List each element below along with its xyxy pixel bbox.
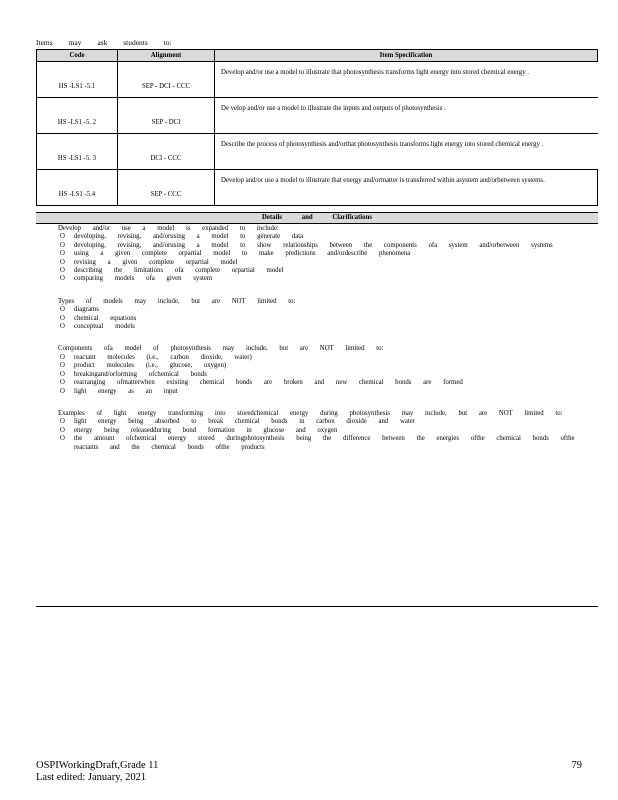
details-section (36, 225, 598, 466)
sub-bullet-text: light energy as an input (74, 387, 178, 395)
details-header: Details and Clarifications (36, 212, 598, 224)
sub-bullet-glyph: O (60, 258, 65, 266)
alignment-header: Alignment (118, 50, 215, 62)
table-row (37, 62, 598, 98)
sub-bullet-glyph: O (60, 306, 65, 314)
sub-bullet-text: comparing models ofa given system (74, 275, 213, 283)
sub-bullet-glyph: O (60, 435, 65, 443)
bullet-glyph (44, 345, 58, 353)
sub-bullet-text: rearranging ofmatterwhen existing chemical bonds are broken and new chemical bonds are formed (74, 379, 463, 387)
bullet-text: Examples of light energy transforming into storedchemical energy during photosynthesis may include, but are NOT limited to: (58, 409, 563, 417)
sub-bullet-glyph: O (60, 314, 65, 322)
table-row (37, 98, 598, 134)
table-header-row (37, 50, 598, 62)
sub-bullet-glyph: O (60, 250, 65, 258)
sub-bullet-text: diagrams (74, 306, 99, 314)
sub-bullet-text: conceptual models (74, 323, 135, 331)
alignment-cell: SEP - CCC (118, 170, 215, 206)
code-cell: HS -LS1 -5.4 (37, 170, 118, 206)
alignment-cell: SEP - DCI (118, 98, 215, 134)
alignment-cell: SEP - DCI - CCC (118, 62, 215, 98)
code-header: Code (37, 50, 118, 62)
sub-bullet-glyph: O (60, 267, 65, 275)
bullet-text: Develop and/or use a model is expanded to include: (58, 225, 279, 232)
sub-bullet-text: reactant molecules (i.e., carbon dioxide, water) (74, 353, 252, 361)
sub-bullet-text: breakingand/orforming ofchemical bonds (74, 370, 207, 378)
section-end-rule (36, 606, 598, 607)
details-block (36, 410, 598, 452)
sub-bullet-text: light energy being absorbed to break chemical bonds in carbon dioxide and water (74, 418, 416, 426)
bullet-text: Types of models may include, but are NOT limited to: (58, 297, 296, 305)
sub-bullet-text: product molecules (i.e., glucose, oxygen) (74, 362, 227, 370)
footer-last-edited: Last edited: January, 2021 (36, 772, 147, 783)
footer (36, 760, 158, 784)
sub-bullet-text: developing, revising, and/orusing a model to generate data (74, 233, 304, 241)
intro-text: Items may ask students to: (36, 38, 172, 47)
code-cell: HS -LS1 -5.1 (37, 62, 118, 98)
sub-bullet-glyph: O (60, 379, 65, 387)
sub-bullet-text: describing the limitations ofa complete orpartial model (74, 267, 284, 275)
details-block (36, 345, 598, 395)
code-cell: HS -LS1 -5. 3 (37, 134, 118, 170)
sub-bullet-glyph: O (60, 323, 65, 331)
sub-bullet-glyph: O (60, 233, 65, 241)
sub-bullet-text: using a given complete orpartial model to make predictions and/ordescribe phenomena (74, 250, 411, 258)
sub-bullet-glyph: O (60, 362, 65, 370)
sub-bullet-text: chemical equations (74, 314, 137, 322)
table-row (37, 170, 598, 206)
sub-bullet-glyph: O (60, 275, 65, 283)
details-block (36, 298, 598, 332)
bullet-text: Components ofa model of photosynthesis may include, but are NOT limited to: (58, 345, 384, 353)
bullet-glyph (44, 225, 58, 233)
bullet-glyph (44, 298, 58, 306)
sub-bullet-glyph: O (60, 353, 65, 361)
item-cell: Develop and/or use a model to illustrate that photosynthesis transforms light energy into stored chemical energy . (215, 62, 598, 98)
sub-bullet-text: developing, revising, and/orusing a model to show relationships between the components ofa system and/orbetween systems (74, 241, 553, 249)
code-cell: HS -LS1 -5. 2 (37, 98, 118, 134)
table-row (37, 134, 598, 170)
sub-bullet-glyph: O (60, 387, 65, 395)
sub-bullet-glyph: O (60, 426, 65, 434)
sub-bullet-text: energy being releasedduring bond formation in glucose and oxygen (74, 426, 338, 434)
item-cell: Describe the process of photosynthesis and/orthat photosynthesis transforms light energy into stored chemical energy . (215, 134, 598, 170)
sub-bullet-text: the amount ofchemical energy stored duringphotosynthesis being the difference between the energies ofthe chemical bonds ofthe reactants and the chemical bonds ofthe products (74, 435, 575, 451)
page-number: 79 (571, 760, 582, 771)
item-specification-table (36, 49, 598, 206)
item-cell: Develop and/or use a model to illustrate that energy and/ormatter is transferred within asystem and/orbetween systems. (215, 170, 598, 206)
sub-bullet-glyph: O (60, 241, 65, 249)
item-spec-header: Item Specification (215, 50, 598, 62)
bullet-glyph (44, 410, 58, 418)
details-block (36, 225, 598, 284)
item-cell: De velop and/or use a model to illustrate the inputs and outputs of photosynthesis . (215, 98, 598, 134)
footer-draft-label: OSPIWorkingDraft,Grade 11 (36, 760, 159, 771)
alignment-cell: DCI - CCC (118, 134, 215, 170)
sub-bullet-glyph: O (60, 418, 65, 426)
sub-bullet-glyph: O (60, 370, 65, 378)
sub-bullet-text: revising a given complete orpartial model (74, 258, 238, 266)
